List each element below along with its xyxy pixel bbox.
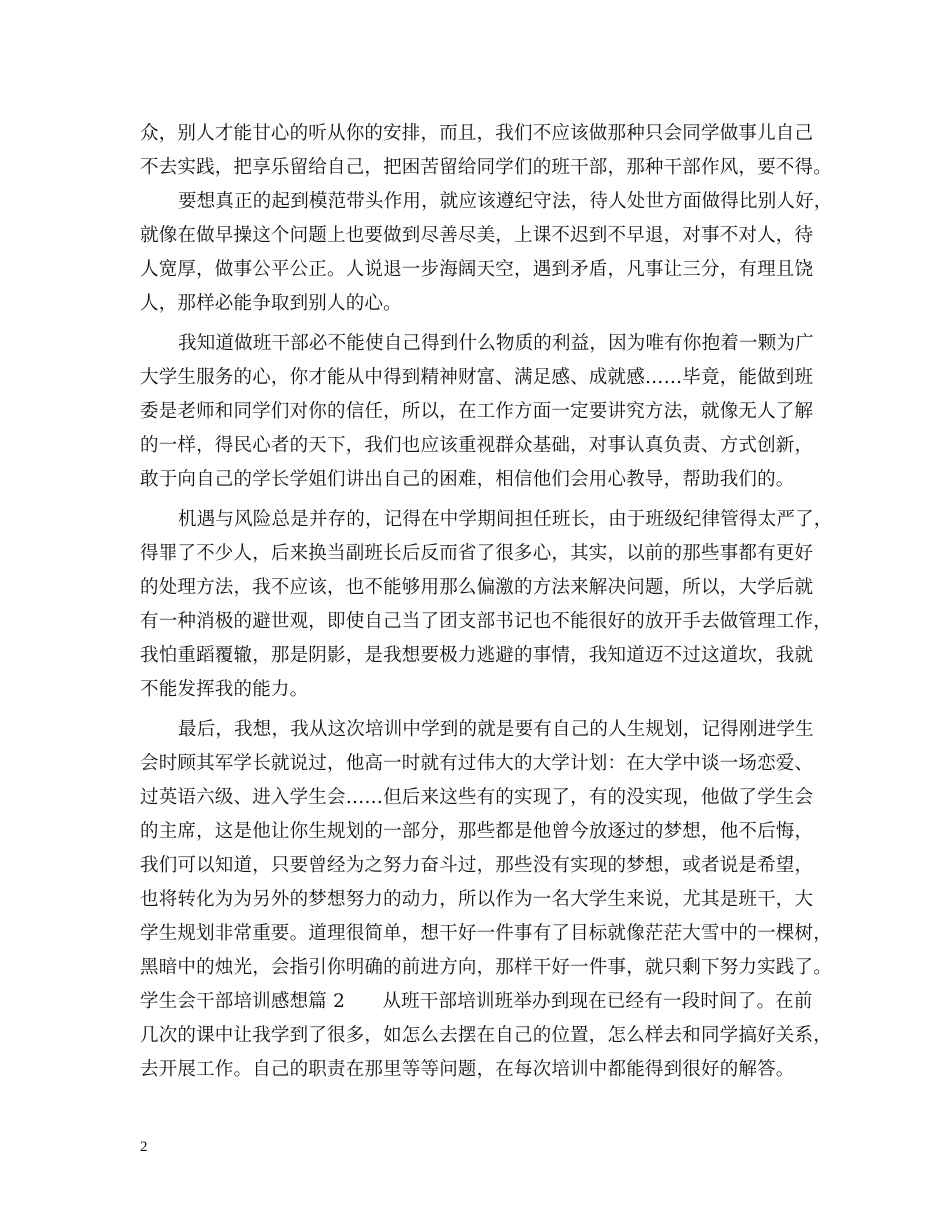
text-line: 的处理方法，我不应该，也不能够用那么偏激的方法来解决问题，所以，大学后就	[140, 577, 814, 598]
text-line: 众，别人才能甘心的听从你的安排，而且，我们不应该做那种只会同学做事儿自己	[140, 123, 814, 144]
text-line: 敢于向自己的学长学姐们讲出自己的困难，相信他们会用心教导，帮助我们的。	[140, 469, 795, 490]
text-line: 也将转化为为另外的梦想努力的动力，所以作为一名大学生来说，尤其是班干，大	[140, 889, 814, 910]
text-line: 会时顾其军学长就说过，他高一时就有过伟大的大学计划：在大学中谈一场恋爱、	[140, 753, 814, 774]
text-line: 委是老师和同学们对你的信任，所以，在工作方面一定要讲究方法，就像无人了解	[140, 401, 814, 422]
text-line: 学生规划非常重要。道理很简单，想干好一件事有了目标就像茫茫大雪中的一棵树，	[140, 923, 832, 944]
page-number: 2	[140, 1139, 148, 1155]
text-line: 去开展工作。自己的职责在那里等等问题，在每次培训中都能得到很好的解答。	[140, 1059, 795, 1080]
paragraph-first-line: 最后，我想，我从这次培训中学到的就是要有自己的人生规划，记得刚进学生	[178, 719, 814, 740]
text-line: 人，那样必能争取到别人的心。	[140, 293, 402, 314]
text-line: 黑暗中的烛光，会指引你明确的前进方向，那样干好一件事，就只剩下努力实践了。	[140, 957, 832, 978]
text-line: 过英语六级、进入学生会……但后来这些有的实现了，有的没实现，他做了学生会	[140, 787, 814, 808]
text-line: 得罪了不少人，后来换当副班长后反而省了很多心，其实，以前的那些事都有更好	[140, 543, 814, 564]
text-line: 的一样，得民心者的天下，我们也应该重视群众基础，对事认真负责、方式创新，	[140, 435, 814, 456]
paragraph-first-line: 我知道做班干部必不能使自己得到什么物质的利益，因为唯有你抱着一颗为广	[178, 333, 814, 354]
text-line: 的主席，这是他让你生规划的一部分，那些都是他曾今放逐过的梦想，他不后悔，	[140, 821, 814, 842]
text-line: 几次的课中让我学到了很多，如怎么去摆在自己的位置，怎么样去和同学搞好关系，	[140, 1025, 832, 1046]
paragraph-first-line: 要想真正的起到模范带头作用，就应该遵纪守法，待人处世方面做得比别人好，	[178, 191, 833, 212]
text-line: 人宽厚，做事公平公正。人说退一步海阔天空，遇到矛盾，凡事让三分，有理且饶	[140, 259, 814, 280]
paragraph-first-line: 机遇与风险总是并存的，记得在中学期间担任班长，由于班级纪律管得太严了，	[178, 509, 833, 530]
section-heading-line: 学生会干部培训感想篇 2 从班干部培训班举办到现在已经有一段时间了。在前	[140, 991, 813, 1012]
text-line: 就像在做早操这个问题上也要做到尽善尽美，上课不迟到不早退，对事不对人，待	[140, 225, 814, 246]
text-line: 不能发挥我的能力。	[140, 679, 309, 700]
text-line: 有一种消极的避世观，即使自己当了团支部书记也不能很好的放开手去做管理工作，	[140, 611, 832, 632]
text-line: 不去实践，把享乐留给自己，把困苦留给同学们的班干部，那种干部作风，要不得。	[140, 157, 832, 178]
text-line: 我们可以知道，只要曾经为之努力奋斗过，那些没有实现的梦想，或者说是希望，	[140, 855, 814, 876]
text-line: 大学生服务的心，你才能从中得到精神财富、满足感、成就感……毕竟，能做到班	[140, 367, 814, 388]
text-line: 我怕重蹈覆辙，那是阴影，是我想要极力逃避的事情，我知道迈不过这道坎，我就	[140, 645, 814, 666]
